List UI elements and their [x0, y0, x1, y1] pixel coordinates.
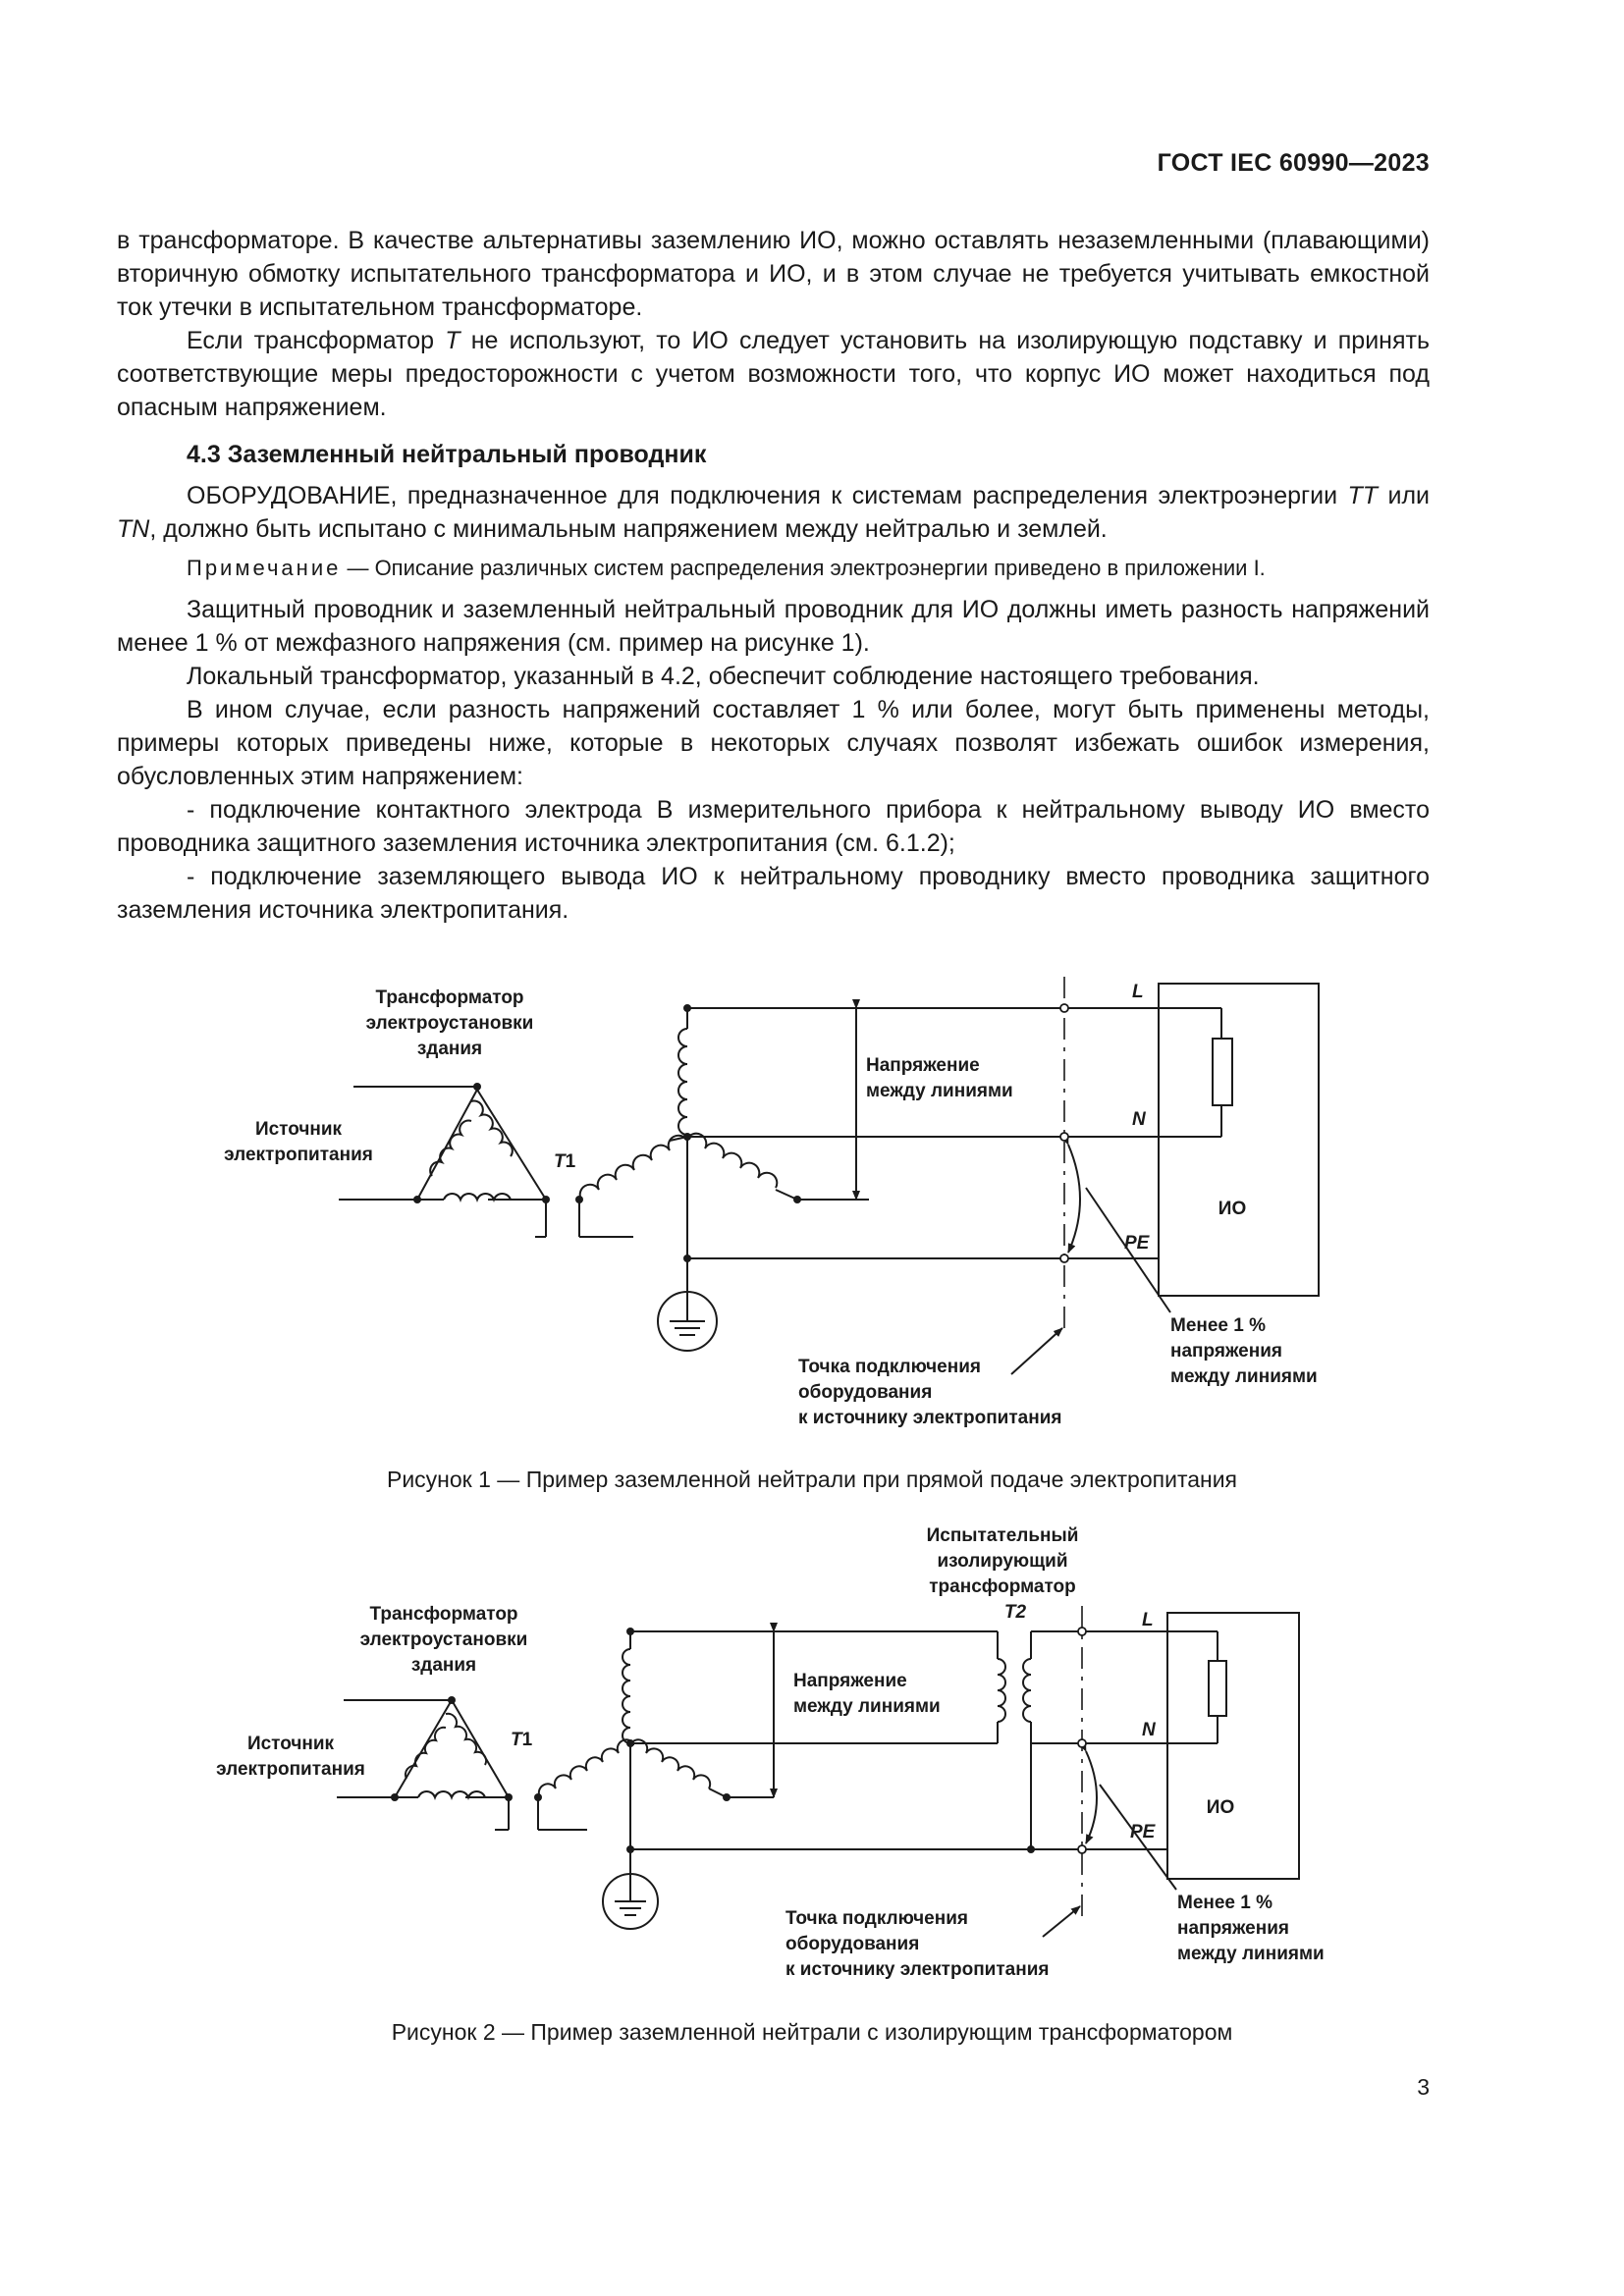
p3-a: ОБОРУДОВАНИЕ, предназначенное для подключения к системам распределения электроэнергии [187, 482, 1348, 509]
paragraph-5: Локальный трансформатор, указанный в 4.2, обеспечит соблюдение настоящего требования. [187, 663, 1260, 690]
fig1-point-l2: оборудования [798, 1382, 933, 1403]
fig2-transformer-l3: здания [410, 1655, 477, 1676]
p2-b: не используют, то ИО следует установить на изолирующую подставку и принять соответствующие меры предосторожности с учетом возможности того, что корпус ИО может находиться под опасным напряжением. [117, 327, 1430, 421]
figure-2-diagram [0, 1512, 1624, 2002]
list-item-2: - подключение заземляющего вывода ИО к нейтральному проводнику вместо проводника защитного заземления источника электропитания. [117, 863, 1430, 924]
fig2-label-L: L [1142, 1610, 1154, 1630]
paragraph-2 [117, 324, 1430, 424]
fig2-t2: T2 [1003, 1602, 1027, 1623]
fig1-voltage-l1: Напряжение [866, 1055, 980, 1076]
note-text: — Описание различных систем распределения электроэнергии приведено в приложении I. [341, 556, 1266, 580]
fig2-less-l2: напряжения [1177, 1918, 1289, 1939]
fig2-t1-letter: T [511, 1730, 522, 1750]
fig1-source-l2: электропитания [224, 1145, 373, 1165]
paragraph-4: Защитный проводник и заземленный нейтральный проводник для ИО должны иметь разность напряжений менее 1 % от межфазного напряжения (см. пример на рисунке 1). [117, 596, 1430, 657]
figure-1 [0, 972, 1624, 1453]
body-text [117, 224, 1430, 927]
fig2-source-l2: электропитания [216, 1759, 365, 1780]
fig1-transformer-l3: здания [416, 1039, 483, 1059]
fig1-less-l1: Менее 1 % [1170, 1315, 1267, 1336]
fig1-t1 [554, 1151, 576, 1172]
fig1-less-l2: напряжения [1170, 1341, 1282, 1362]
fig1-less-l3: между линиями [1170, 1366, 1318, 1387]
fig2-label-PE: PE [1130, 1822, 1156, 1842]
fig2-source-l1: Источник [246, 1734, 335, 1754]
fig1-io: ИО [1218, 1199, 1247, 1219]
fig2-voltage-l1: Напряжение [793, 1671, 907, 1691]
paragraph-3 [117, 479, 1430, 546]
fig2-transformer-l1: Трансформатор [369, 1604, 518, 1625]
document-header: ГОСТ IEC 60990—2023 [1157, 149, 1430, 177]
fig2-transformer-l2: электроустановки [359, 1629, 528, 1650]
section-title: 4.3 Заземленный нейтральный проводник [187, 441, 707, 468]
figure-1-caption: Рисунок 1 — Пример заземленной нейтрали при прямой подаче электропитания [386, 1467, 1238, 1492]
figure-2 [0, 1512, 1624, 2002]
fig1-transformer-l1: Трансформатор [375, 988, 524, 1008]
fig1-source-l1: Источник [254, 1119, 343, 1140]
p3-tt: TT [1347, 482, 1379, 509]
note [117, 552, 1430, 585]
fig2-less-l3: между линиями [1177, 1944, 1325, 1964]
fig2-t1 [511, 1730, 533, 1750]
paragraph-1: в трансформаторе. В качестве альтернативы заземлению ИО, можно оставлять незаземленными (плавающими) вторичную обмотку испытательного трансформатора и ИО, и в этом случае не требуется учитывать емкостной ток утечки в испытательном трансформаторе. [117, 227, 1430, 321]
fig2-iso-l3: трансформатор [929, 1576, 1076, 1597]
fig1-label-PE: PE [1124, 1233, 1150, 1254]
figure-2-caption: Рисунок 2 — Пример заземленной нейтрали с изолирующим трансформатором [391, 2019, 1233, 2045]
fig1-transformer-l2: электроустановки [365, 1013, 534, 1034]
p3-b: , должно быть испытано с минимальным напряжением между нейтралью и землей. [149, 515, 1108, 543]
fig2-less-l1: Менее 1 % [1177, 1893, 1273, 1913]
fig2-point-l3: к источнику электропитания [785, 1959, 1050, 1980]
fig1-point-l3: к источнику электропитания [798, 1408, 1062, 1428]
fig1-point-l1: Точка подключения [798, 1357, 981, 1377]
fig2-io: ИО [1206, 1797, 1235, 1818]
note-label: Примечание [187, 556, 342, 580]
p2-t: T [445, 327, 460, 354]
page-number: 3 [1417, 2074, 1430, 2100]
fig2-iso-l2: изолирующий [937, 1551, 1068, 1572]
fig1-t1-number: 1 [565, 1151, 576, 1172]
fig1-label-L: L [1132, 982, 1144, 1002]
paragraph-6: В ином случае, если разность напряжений составляет 1 % или более, могут быть применены методы, примеры которых приведены ниже, которые в некоторых случаях позволят избежать ошибок измерения, обусловленных этим напряжением: [117, 696, 1430, 790]
fig2-label-N: N [1142, 1720, 1156, 1740]
fig2-point-l2: оборудования [785, 1934, 920, 1954]
fig1-label-N: N [1132, 1109, 1146, 1130]
fig2-point-l1: Точка подключения [785, 1908, 968, 1929]
p3-tn: TN [117, 515, 150, 543]
fig2-t1-number: 1 [521, 1730, 533, 1750]
list-item-1: - подключение контактного электрода B измерительного прибора к нейтральному выводу ИО вместо проводника защитного заземления источника электропитания (см. 6.1.2); [117, 796, 1430, 857]
p2-a: Если трансформатор [187, 327, 446, 354]
figure-1-diagram [0, 972, 1624, 1453]
fig1-t1-letter: T [554, 1151, 566, 1172]
p3-mid: или [1378, 482, 1430, 509]
fig1-voltage-l2: между линиями [866, 1081, 1013, 1101]
fig2-voltage-l2: между линиями [793, 1696, 941, 1717]
fig2-iso-l1: Испытательный [926, 1525, 1079, 1546]
